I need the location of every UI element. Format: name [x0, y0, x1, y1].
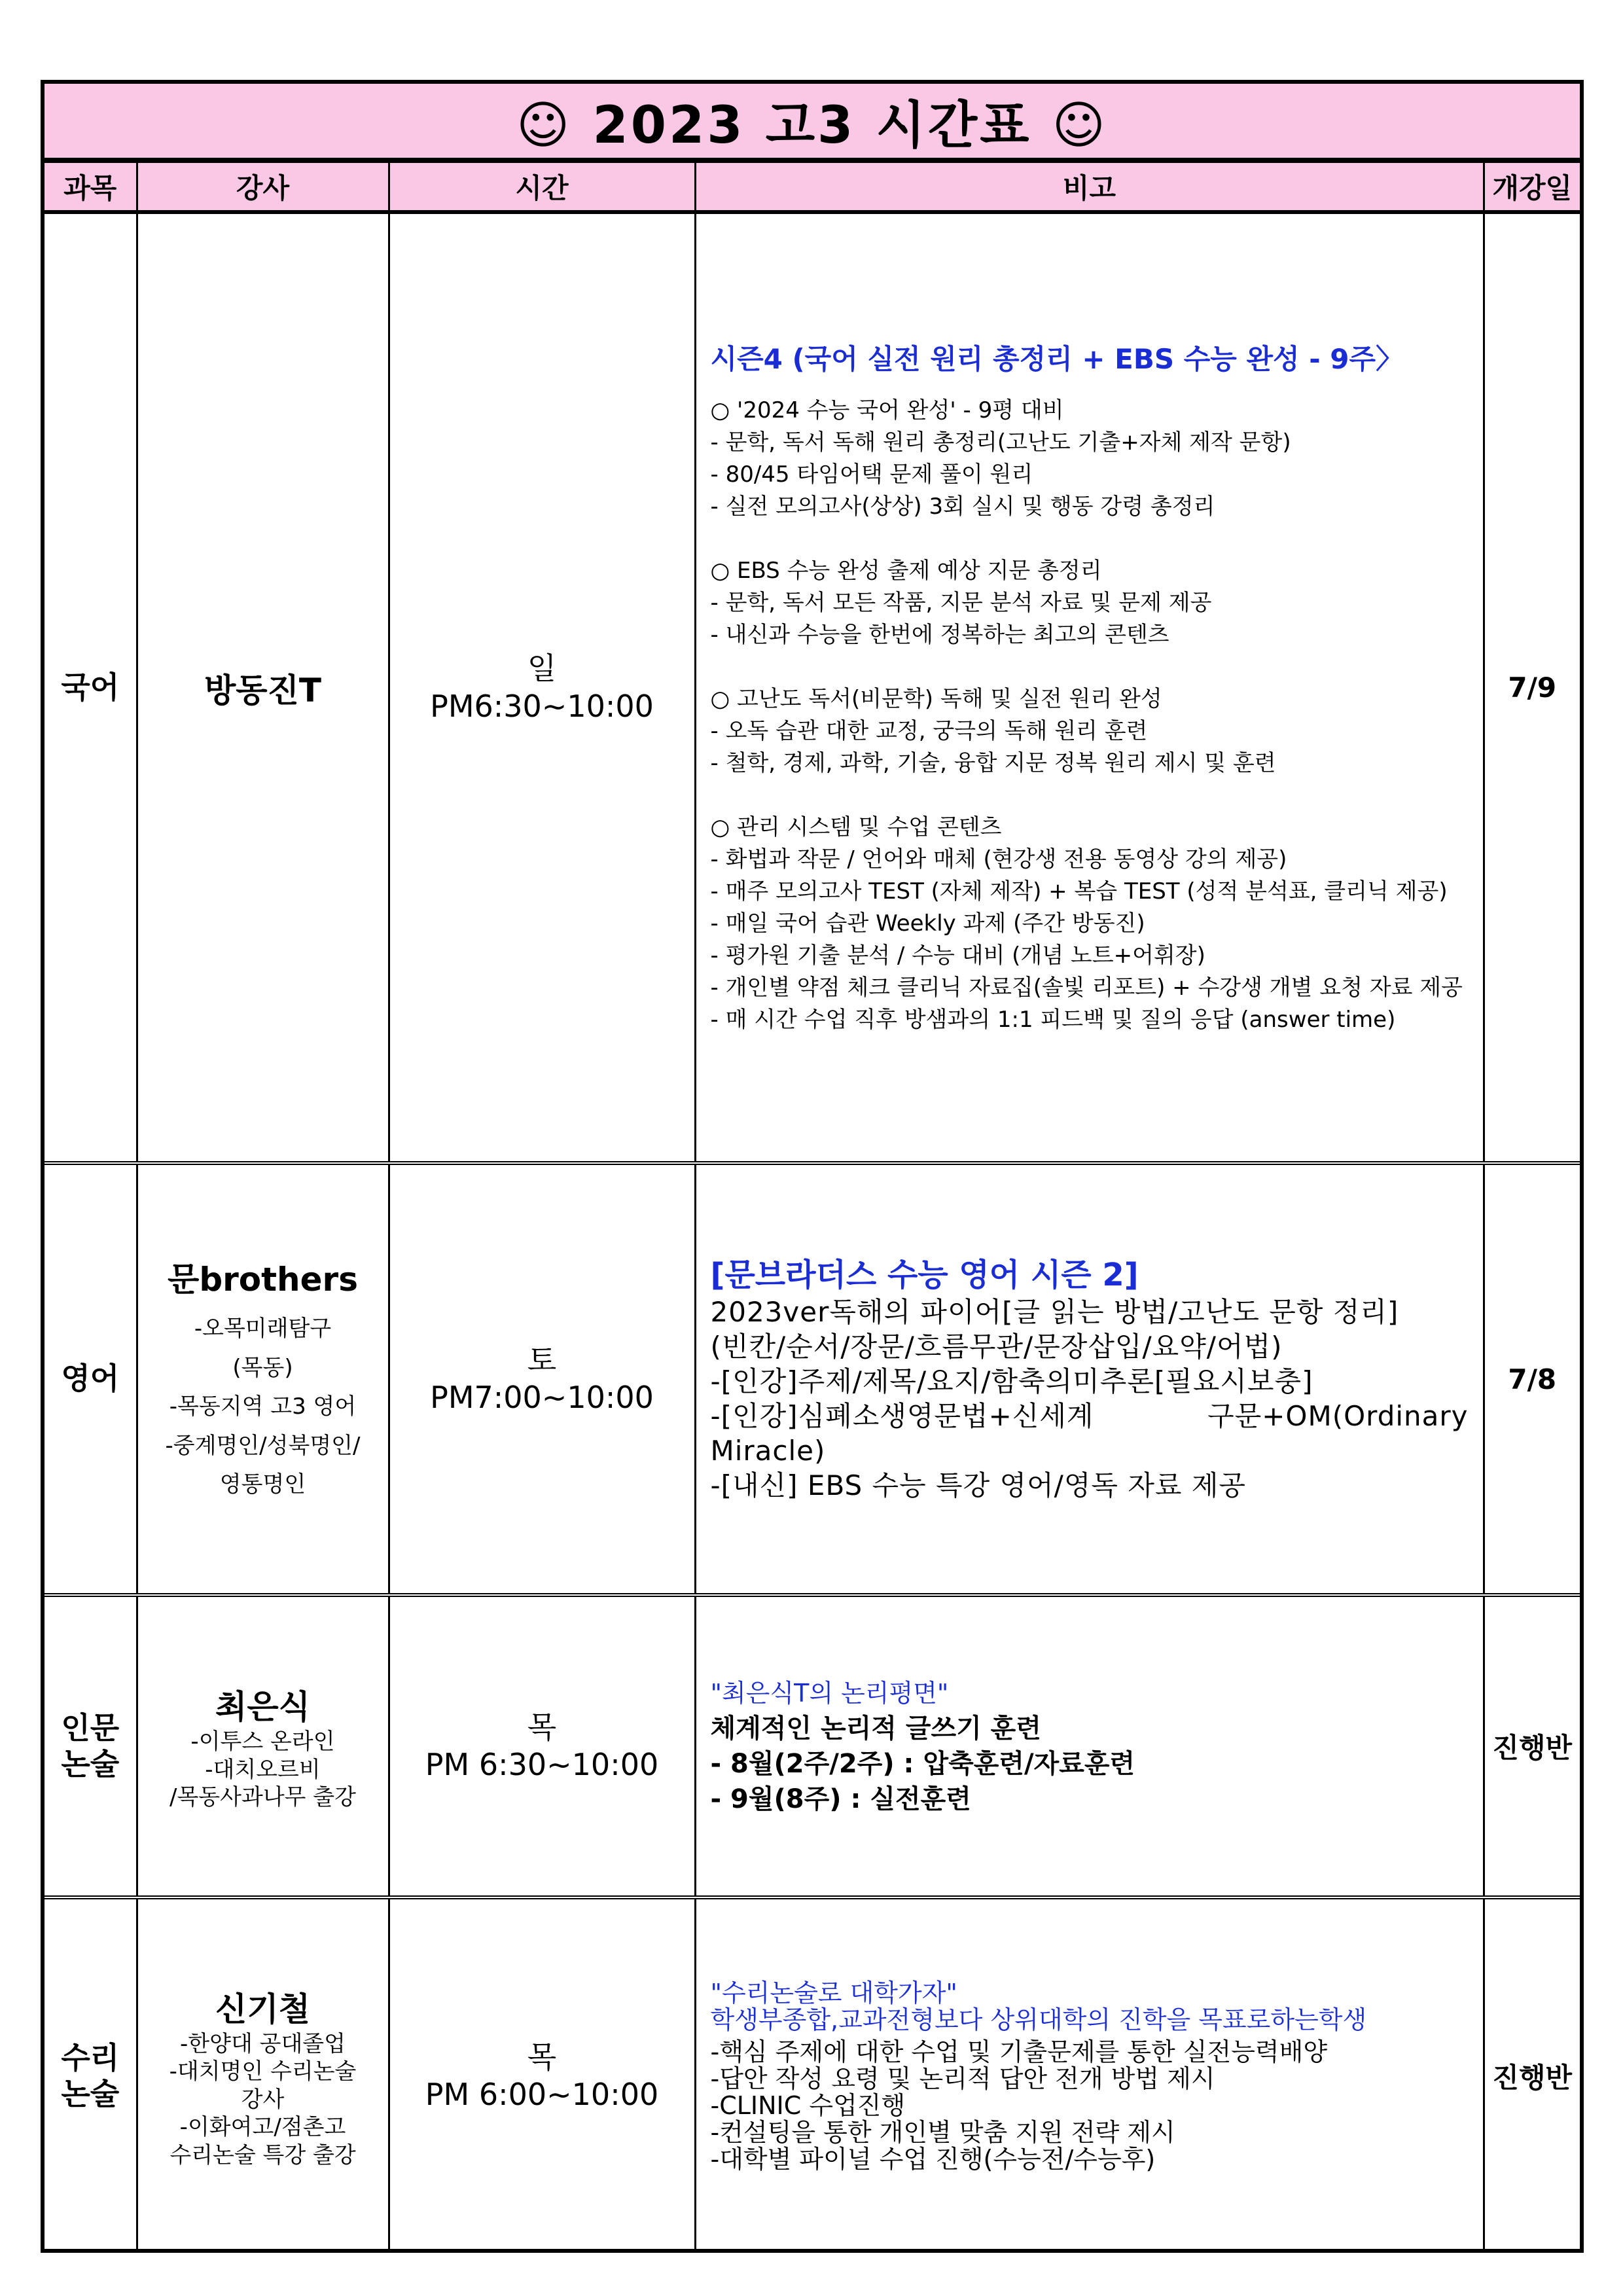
- note-line: - 철학, 경제, 과학, 기술, 융합 지문 정복 원리 제시 및 훈련: [710, 749, 1276, 776]
- header-note: 비고: [695, 162, 1484, 213]
- teacher-name: 신기철: [215, 1990, 310, 2028]
- teacher-cell: [137, 1163, 389, 1595]
- note-list: [711, 2039, 1469, 2173]
- class-day: 토: [527, 1342, 557, 1378]
- note-cell: [695, 1595, 1484, 1897]
- time-cell: [389, 1163, 695, 1595]
- header-teacher: 강사: [137, 162, 389, 213]
- note-line: -[내신] EBS 수능 특강 영어/영독 자료 제공: [710, 1469, 1246, 1501]
- teacher-cell: [137, 1595, 389, 1897]
- note-line: -CLINIC 수업진행: [710, 2090, 906, 2120]
- note-line: ○ 관리 시스템 및 수업 콘텐츠: [710, 814, 1002, 840]
- note-line: ○ '2024 수능 국어 완성' - 9평 대비: [710, 397, 1064, 423]
- note-cell: [695, 1897, 1484, 2253]
- teacher-desc-line: (목동): [232, 1354, 293, 1381]
- note-cell: [695, 1163, 1484, 1595]
- note-line: - 실전 모의고사(상상) 3회 실시 및 행동 강령 총정리: [710, 493, 1215, 520]
- note-line: -답안 작성 요령 및 논리적 답안 전개 방법 제시: [710, 2064, 1215, 2093]
- open-date-cell: 진행반: [1484, 1897, 1580, 2253]
- note-line: ○ EBS 수능 완성 출제 예상 지문 총정리: [710, 557, 1102, 584]
- teacher-name: 문brothers: [168, 1261, 358, 1299]
- teacher-desc-line: 강사: [241, 2086, 285, 2113]
- timetable: [45, 161, 1580, 2253]
- teacher-desc-line: -이화여고/점촌고: [179, 2114, 346, 2141]
- note-line: - 매 시간 수업 직후 방샘과의 1:1 피드백 및 질의 응답 (answer time): [710, 1006, 1396, 1033]
- header-subject: 과목: [45, 162, 137, 213]
- teacher-desc-line: -한양대 공대졸업: [180, 2030, 346, 2057]
- teacher-desc: [138, 2030, 388, 2170]
- note-list: [711, 1711, 1469, 1817]
- note-line: - 화법과 작문 / 언어와 매체 (현강생 전용 동영상 강의 제공): [710, 846, 1287, 872]
- note-line: 체계적인 논리적 글쓰기 훈련: [710, 1713, 1041, 1744]
- teacher-desc-line: /목동사과나무 출강: [169, 1784, 356, 1811]
- note-line: - 9월(8주) : 실전훈련: [710, 1784, 971, 1814]
- class-time: PM6:30~10:00: [430, 688, 654, 724]
- time-cell: [389, 1897, 695, 2253]
- class-day: 일: [527, 651, 557, 686]
- teacher-desc: [138, 1728, 388, 1812]
- note-line: - 매일 국어 습관 Weekly 과제 (주간 방동진): [710, 910, 1145, 937]
- teacher-desc-line: 영통명인: [219, 1471, 306, 1498]
- subject-cell: 인문 논술: [45, 1595, 137, 1897]
- open-date-cell: 진행반: [1484, 1595, 1580, 1897]
- teacher-desc-line: -오목미래탐구: [194, 1316, 332, 1342]
- note-heading: "수리논술로 대학가자": [710, 1978, 957, 2007]
- note-line: - 문학, 독서 모든 작품, 지문 분석 자료 및 문제 제공: [710, 589, 1212, 616]
- note-heading: 시즌4 (국어 실전 원리 총정리 + EBS 수능 완성 - 9주〉: [710, 342, 1404, 375]
- teacher-desc-line: -중계명인/성북명인/: [165, 1432, 361, 1459]
- note-line: - 매주 모의고사 TEST (자체 제작) + 복습 TEST (성적 분석표, 클리닉 제공): [710, 878, 1448, 905]
- class-day: 목: [527, 2039, 557, 2075]
- note-list: [711, 395, 1469, 1036]
- note-line: - 80/45 타임어택 문제 풀이 원리: [710, 461, 1033, 488]
- page-title: ☺ 2023 고3 시간표 ☺: [45, 84, 1580, 161]
- note-list: [711, 1295, 1469, 1503]
- teacher-cell: [137, 212, 389, 1163]
- teacher-name: 방동진T: [204, 671, 321, 709]
- note-heading: "최은식T의 논리평면": [710, 1679, 949, 1708]
- note-line: - 오독 습관 대한 교정, 궁극의 독해 원리 훈련: [710, 717, 1148, 744]
- teacher-desc-line: -목동지역 고3 영어: [169, 1393, 357, 1420]
- class-day: 목: [527, 1709, 557, 1745]
- class-time: PM7:00~10:00: [430, 1380, 654, 1415]
- note-spacer: [711, 523, 1469, 555]
- note-line: - 8월(2주/2주) : 압축훈련/자료훈련: [710, 1749, 1135, 1779]
- note-heading: [문브라더스 수능 영어 시즌 2]: [710, 1257, 1139, 1293]
- note-line: -[인강]주제/제목/요지/함축의미추론[필요시보충]: [710, 1365, 1313, 1397]
- time-cell: [389, 212, 695, 1163]
- teacher-desc-line: -이투스 온라인: [190, 1729, 335, 1755]
- note-spacer: [711, 780, 1469, 812]
- note-line: - 개인별 약점 체크 클리닉 자료집(솔빛 리포트) + 수강생 개별 요청 자료 제공: [710, 974, 1463, 1001]
- table-row-korean: [45, 212, 1580, 1163]
- note-line: -[인강]심폐소생영문법+신세계 구문+OM(Ordinary Miracle): [710, 1400, 1469, 1467]
- note-line: -핵심 주제에 대한 수업 및 기출문제를 통한 실전능력배양: [710, 2037, 1328, 2066]
- note-line: -대학별 파이널 수업 진행(수능전/수능후): [710, 2144, 1156, 2174]
- header-time: 시간: [389, 162, 695, 213]
- subject-cell: 수리 논술: [45, 1897, 137, 2253]
- teacher-name: 최은식: [215, 1688, 310, 1727]
- header-open-date: 개강일: [1484, 162, 1580, 213]
- class-time: PM 6:00~10:00: [425, 2077, 659, 2112]
- subject-cell: 영어: [45, 1163, 137, 1595]
- table-row-humanities-essay: [45, 1595, 1580, 1897]
- note-cell: [695, 212, 1484, 1163]
- class-time: PM 6:30~10:00: [425, 1747, 659, 1782]
- teacher-desc: [138, 1310, 388, 1505]
- note-line: -컨설팅을 통한 개인별 맞춤 지원 전략 제시: [710, 2117, 1175, 2147]
- open-date-cell: 7/9: [1484, 212, 1580, 1163]
- open-date-cell: 7/8: [1484, 1163, 1580, 1595]
- note-line: ○ 고난도 독서(비문학) 독해 및 실전 원리 완성: [710, 685, 1162, 712]
- table-row-english: [45, 1163, 1580, 1595]
- teacher-cell: [137, 1897, 389, 2253]
- note-spacer: [711, 651, 1469, 683]
- table-row-math-essay: [45, 1897, 1580, 2253]
- note-line: (빈칸/순서/장문/흐름무관/문장삽입/요약/어법): [710, 1331, 1283, 1363]
- subject-cell: 국어: [45, 212, 137, 1163]
- note-line: 2023ver독해의 파이어[글 읽는 방법/고난도 문항 정리]: [710, 1296, 1399, 1328]
- note-line: - 평가원 기출 분석 / 수능 대비 (개념 노트+어휘장): [710, 942, 1205, 969]
- teacher-desc-line: -대치명인 수리논술: [169, 2058, 357, 2085]
- note-line: - 문학, 독서 독해 원리 총정리(고난도 기출+자체 제작 문항): [710, 429, 1291, 456]
- timetable-sheet: [41, 80, 1584, 2253]
- note-line: - 내신과 수능을 한번에 정복하는 최고의 콘텐츠: [710, 621, 1169, 648]
- note-subheading: 학생부종합,교과전형보다 상위대학의 진학을 목표로하는학생: [710, 2005, 1367, 2034]
- teacher-desc-line: 수리논술 특강 출강: [169, 2142, 356, 2168]
- teacher-desc-line: -대치오르비: [205, 1756, 321, 1783]
- time-cell: [389, 1595, 695, 1897]
- header-row: [45, 162, 1580, 213]
